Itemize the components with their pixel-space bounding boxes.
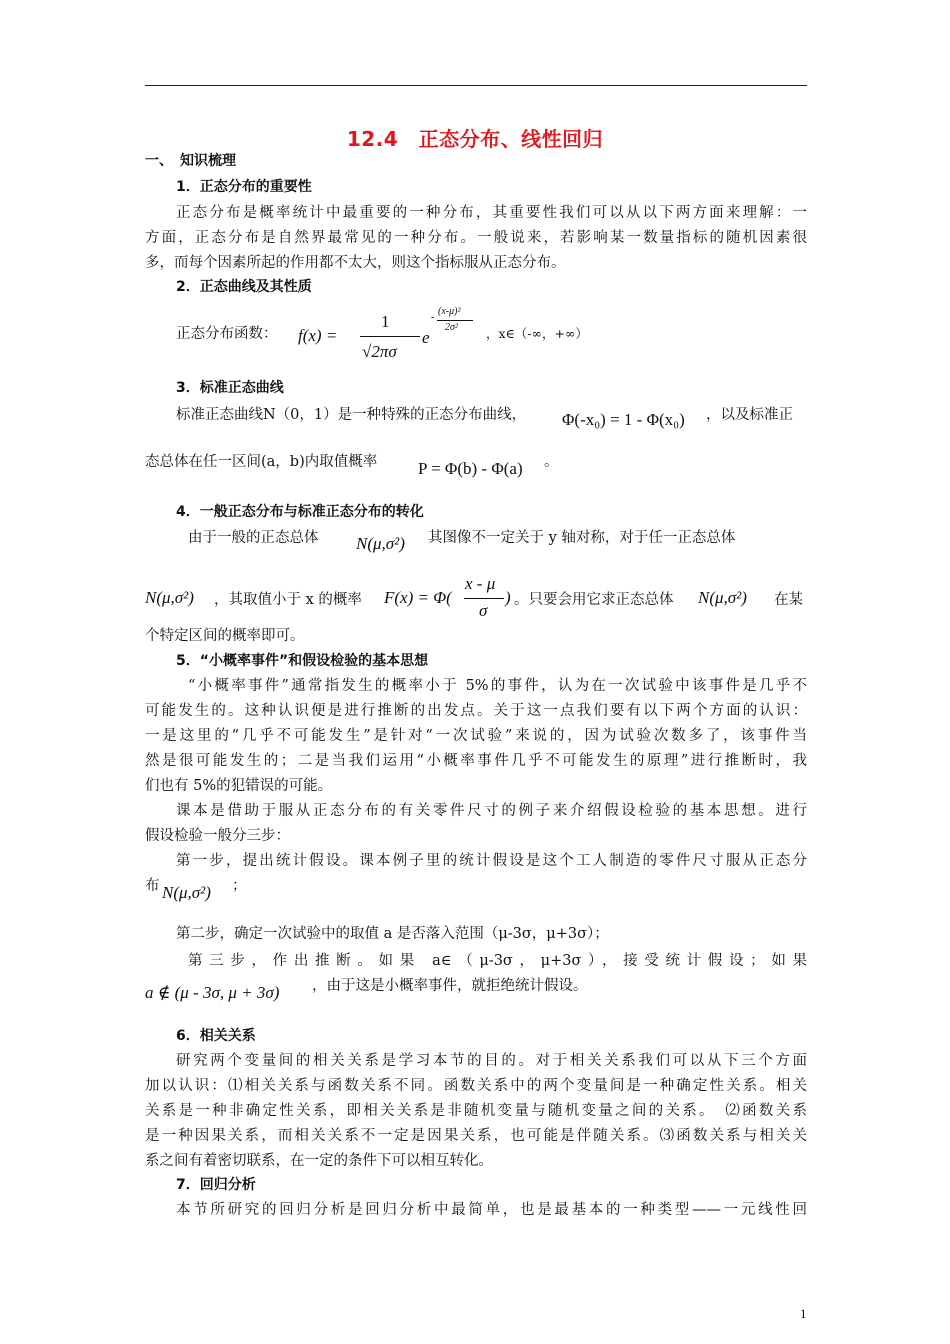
paragraph-line: 其图像不一定关于 y 轴对称，对于任一正态总体 bbox=[428, 530, 736, 546]
top-rule bbox=[145, 85, 807, 86]
normal-density-formula bbox=[298, 302, 488, 372]
paragraph-line: 本节所研究的回归分析是回归分析中最简单，也是最基本的一种类型——一元线性回 bbox=[176, 1202, 807, 1218]
paragraph-line: 研究两个变量间的相关关系是学习本节的目的。对于相关关系我们可以从下三个方面 bbox=[176, 1053, 807, 1069]
paragraph-line: 标准正态曲线N（0，1）是一种特殊的正态分布曲线， bbox=[176, 407, 527, 423]
cdf-bar bbox=[464, 598, 504, 599]
paragraph-line: 在某 bbox=[774, 592, 803, 608]
paragraph-line: 第三步，作出推断。如果 a∈（μ-3σ，μ+3σ），接受统计假设；如果 bbox=[188, 953, 807, 969]
normal-function-label: 正态分布函数： bbox=[176, 326, 278, 342]
heading-small-probability: 5．“小概率事件”和假设检验的基本思想 bbox=[176, 653, 429, 669]
paragraph-line: 加以认识：⑴相关关系与函数关系不同。函数关系中的两个变量间是一种确定性关系。相关 bbox=[145, 1078, 807, 1094]
heading-normal-curve: 2．正态曲线及其性质 bbox=[176, 279, 312, 295]
heading-normal-importance: 1．正态分布的重要性 bbox=[176, 179, 312, 195]
exponent-numerator: (x-μ)² bbox=[438, 306, 461, 317]
heading-regression: 7．回归分析 bbox=[176, 1177, 256, 1193]
paragraph-line: 。只要会用它求正态总体 bbox=[514, 592, 674, 608]
heading-general-to-standard: 4．一般正态分布与标准正态分布的转化 bbox=[176, 504, 424, 520]
paragraph-line: ，由于这是小概率事件，就拒绝统计假设。 bbox=[312, 978, 588, 994]
exponent-denominator: 2σ² bbox=[445, 322, 458, 333]
formula-lhs: f(x) = bbox=[298, 326, 338, 345]
paragraph-line: ，以及标准正 bbox=[706, 407, 793, 423]
paragraph-line: 布 bbox=[145, 878, 160, 894]
cdf-denominator: σ bbox=[479, 601, 488, 620]
paragraph-line: “小概率事件”通常指发生的概率小于 5%的事件，认为在一次试验中该事件是几乎不 bbox=[188, 678, 807, 694]
cdf-numerator: x - μ bbox=[465, 574, 496, 593]
fraction-bar bbox=[360, 336, 420, 337]
paragraph-line: 方面，正态分布是自然界最常见的一种分布。一般说来，若影响某一数量指标的随机因素很 bbox=[145, 230, 807, 246]
exponent-bar bbox=[437, 320, 473, 321]
paragraph-line: 第一步，提出统计假设。课本例子里的统计假设是这个工人制造的零件尺寸服从正态分 bbox=[176, 853, 807, 869]
paragraph-line: 多，而每个因素所起的作用都不太大，则这个指标服从正态分布。 bbox=[145, 255, 566, 271]
normal-notation: N(μ,σ²) bbox=[698, 588, 747, 607]
cdf-close: ) bbox=[505, 588, 511, 607]
interval-probability-formula: P = Φ(b) - Φ(a) bbox=[418, 459, 523, 478]
paragraph-line: 可能发生的。这种认识便是进行推断的出发点。关于这一点我们要有以下两个方面的认识： bbox=[145, 703, 807, 719]
page-title: 12.4 正态分布、线性回归 bbox=[346, 127, 604, 151]
paragraph-end: 。 bbox=[544, 454, 559, 470]
cdf-lhs: F(x) = Φ( bbox=[384, 588, 452, 607]
normal-notation: N(μ,σ²) bbox=[356, 534, 405, 553]
paragraph-line: 态总体在任一区间(a，b)内取值概率 bbox=[145, 454, 378, 470]
paragraph-line: 由于一般的正态总体 bbox=[188, 530, 319, 546]
paragraph-line: ，其取值小于 x 的概率 bbox=[214, 592, 362, 608]
domain-range: ，x∈（-∞，+∞） bbox=[486, 326, 588, 341]
formula-base-e: e bbox=[422, 328, 430, 347]
page-number: 1 bbox=[800, 1306, 807, 1321]
exponent-minus: - bbox=[431, 312, 435, 323]
paragraph-line: 是一种因果关系，而相关关系不一定是因果关系，也可能是伴随关系。⑶函数关系与相关关 bbox=[145, 1128, 807, 1144]
paragraph-line: 系之间有着密切联系，在一定的条件下可以相互转化。 bbox=[145, 1153, 493, 1169]
phi-symmetry-formula: Φ(-x₀) = 1 - Φ(x₀) bbox=[562, 410, 685, 429]
paragraph-line: 们也有 5%的犯错误的可能。 bbox=[145, 778, 333, 794]
paragraph-line: 然是很可能发生的；二是当我们运用“小概率事件几乎不可能发生的原理”进行推断时，我 bbox=[145, 753, 807, 769]
normal-notation: N(μ,σ²) bbox=[145, 588, 194, 607]
formula-denominator: √2πσ bbox=[362, 342, 397, 361]
formula-numerator: 1 bbox=[381, 312, 390, 331]
section-heading-knowledge: 一、 知识梳理 bbox=[145, 153, 236, 169]
paragraph-line: 正态分布是概率统计中最重要的一种分布，其重要性我们可以从以下两方面来理解：一 bbox=[176, 205, 807, 221]
paragraph-end: ； bbox=[232, 878, 247, 894]
paragraph-line: 假设检验一般分三步： bbox=[145, 828, 290, 844]
paragraph-line: 第二步，确定一次试验中的取值 a 是否落入范围（μ-3σ，μ+3σ）； bbox=[176, 926, 609, 942]
heading-correlation: 6．相关关系 bbox=[176, 1028, 256, 1044]
paragraph-line: 个特定区间的概率即可。 bbox=[145, 628, 305, 644]
paragraph-line: 课本是借助于服从正态分布的有关零件尺寸的例子来介绍假设检验的基本思想。进行 bbox=[176, 803, 807, 819]
heading-standard-normal: 3．标准正态曲线 bbox=[176, 380, 284, 396]
not-in-range-formula: a ∉ (μ - 3σ, μ + 3σ) bbox=[145, 983, 280, 1002]
cdf-transform-formula bbox=[384, 574, 514, 624]
paragraph-line: 一是这里的“几乎不可能发生”是针对“一次试验”来说的，因为试验次数多了，该事件当 bbox=[145, 728, 807, 744]
paragraph-line: 关系是一种非确定性关系，即相关关系是非随机变量与随机变量之间的关系。 ⑵函数关系 bbox=[145, 1103, 807, 1119]
normal-notation: N(μ,σ²) bbox=[162, 883, 211, 902]
